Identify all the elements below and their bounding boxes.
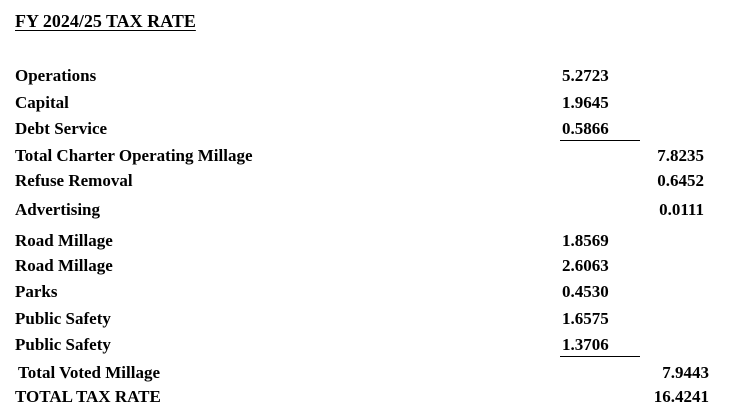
row-value: 1.3706	[562, 335, 609, 354]
row-value: 1.8569	[562, 231, 609, 250]
row-label: Total Voted Millage	[18, 363, 160, 382]
row-total: 0.6452	[657, 171, 704, 190]
row-label: Advertising	[15, 200, 100, 219]
row-label: Public Safety	[15, 335, 111, 354]
table-row	[0, 146, 744, 168]
row-label: Capital	[15, 93, 69, 112]
row-value: 0.4530	[562, 282, 609, 301]
row-label: Debt Service	[15, 119, 108, 138]
row-label: Operations	[15, 66, 97, 85]
table-row	[0, 231, 744, 253]
row-value: 2.6063	[562, 256, 609, 275]
table-row	[0, 256, 744, 278]
row-label: Refuse Removal	[15, 171, 133, 190]
table-row	[0, 200, 744, 222]
row-value: 1.6575	[562, 309, 609, 328]
table-row	[0, 335, 744, 357]
table-row	[0, 309, 744, 331]
row-total: 0.0111	[659, 200, 704, 219]
table-row	[0, 363, 744, 385]
row-label: Total Charter Operating Millage	[15, 146, 253, 165]
subtotal-rule	[560, 356, 640, 357]
row-total: 16.4241	[653, 387, 709, 406]
row-total: 7.9443	[662, 363, 709, 382]
row-label: Public Safety	[15, 309, 111, 328]
table-row	[0, 282, 744, 304]
row-value: 0.5866	[562, 119, 609, 138]
row-label: TOTAL TAX RATE	[15, 387, 161, 406]
table-row	[0, 93, 744, 115]
table-row	[0, 387, 744, 409]
row-label: Road Millage	[15, 231, 113, 250]
row-value: 5.2723	[562, 66, 609, 85]
row-label: Road Millage	[15, 256, 113, 275]
page-title: FY 2024/25 TAX RATE	[15, 11, 196, 31]
table-row	[0, 171, 744, 193]
subtotal-rule	[560, 140, 640, 141]
row-value: 1.9645	[562, 93, 609, 112]
table-row	[0, 66, 744, 88]
table-row	[0, 119, 744, 141]
row-label: Parks	[15, 282, 58, 301]
row-total: 7.8235	[657, 146, 704, 165]
